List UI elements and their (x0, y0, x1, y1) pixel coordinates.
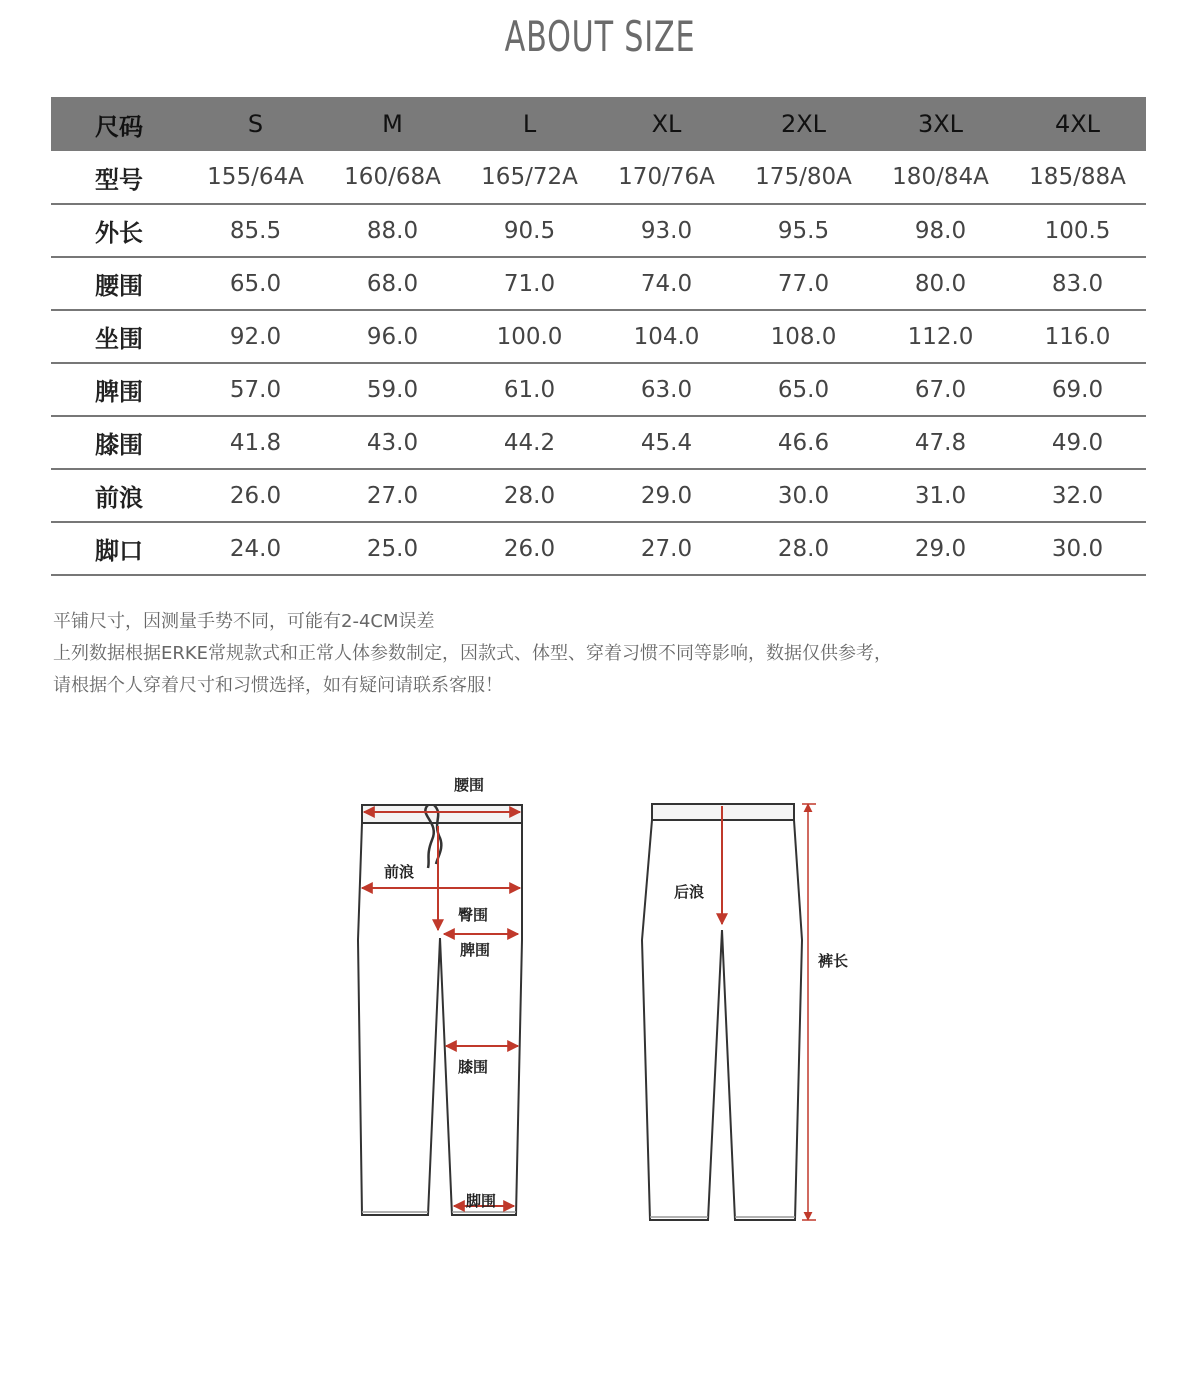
table-cell: 98.0 (914, 217, 967, 244)
table-row (51, 469, 1146, 522)
table-cell: 41.8 (229, 429, 282, 456)
table-cell: 112.0 (907, 323, 974, 350)
row-label: 膝围 (95, 431, 143, 459)
table-cell: 31.0 (914, 482, 967, 509)
table-cell: 27.0 (366, 482, 419, 509)
table-cell: 104.0 (633, 323, 700, 350)
table-cell: 165/72A (481, 164, 578, 190)
table-cell: 59.0 (366, 376, 419, 403)
table-cell: 160/68A (344, 164, 441, 190)
table-cell: 67.0 (914, 376, 967, 403)
hem-label: 脚围 (466, 1192, 497, 1210)
hip-label: 臀围 (458, 906, 489, 924)
note-line: 平铺尺寸，因测量手势不同，可能有2-4CM误差 (53, 611, 435, 632)
table-cell: 71.0 (503, 270, 556, 297)
table-row (51, 363, 1146, 416)
table-cell: 26.0 (229, 482, 282, 509)
table-row (51, 151, 1146, 204)
table-cell: 68.0 (366, 270, 419, 297)
table-cell: 96.0 (366, 323, 419, 350)
table-cell: 25.0 (366, 535, 419, 562)
row-label: 型号 (95, 165, 143, 194)
table-cell: 85.5 (229, 217, 282, 244)
table-cell: 74.0 (640, 270, 693, 297)
table-header-cell: S (247, 110, 264, 138)
table-cell: 108.0 (770, 323, 837, 350)
table-cell: 88.0 (366, 217, 419, 244)
table-cell: 65.0 (229, 270, 282, 297)
table-cell: 185/88A (1029, 164, 1126, 190)
table-cell: 28.0 (503, 482, 556, 509)
table-header-cell: 尺码 (95, 112, 143, 141)
row-label: 腰围 (95, 272, 143, 300)
table-cell: 175/80A (755, 164, 852, 190)
row-label: 脾围 (95, 378, 143, 406)
table-row (51, 416, 1146, 469)
table-cell: 95.5 (777, 217, 830, 244)
thigh-label: 脾围 (460, 941, 491, 959)
table-cell: 44.2 (503, 429, 556, 456)
table-cell: 45.4 (640, 429, 693, 456)
table-cell: 30.0 (1051, 535, 1104, 562)
waist-label: 腰围 (454, 776, 485, 794)
table-cell: 30.0 (777, 482, 830, 509)
table-cell: 29.0 (914, 535, 967, 562)
table-row (51, 257, 1146, 310)
table-cell: 83.0 (1051, 270, 1104, 297)
table-cell: 32.0 (1051, 482, 1104, 509)
back-measure-lines (722, 804, 816, 1220)
table-cell: 43.0 (366, 429, 419, 456)
table-cell: 93.0 (640, 217, 693, 244)
table-header-row (51, 97, 1146, 151)
table-header-cell: L (522, 110, 537, 138)
table-cell: 46.6 (777, 429, 830, 456)
table-cell: 170/76A (618, 164, 715, 190)
note-line: 请根据个人穿着尺寸和习惯选择，如有疑问请联系客服！ (53, 675, 503, 696)
size-notes (53, 606, 892, 702)
table-header-cell: 3XL (917, 110, 964, 138)
table-cell: 65.0 (777, 376, 830, 403)
front-rise-label: 前浪 (384, 863, 415, 881)
table-cell: 57.0 (229, 376, 282, 403)
table-cell: 100.0 (496, 323, 563, 350)
table-cell: 29.0 (640, 482, 693, 509)
table-cell: 61.0 (503, 376, 556, 403)
table-cell: 27.0 (640, 535, 693, 562)
table-cell: 80.0 (914, 270, 967, 297)
length-label: 裤长 (818, 952, 849, 970)
table-cell: 155/64A (207, 164, 304, 190)
table-cell: 69.0 (1051, 376, 1104, 403)
table-cell: 77.0 (777, 270, 830, 297)
table-cell: 49.0 (1051, 429, 1104, 456)
row-label: 坐围 (95, 325, 143, 353)
pants-measurement-diagram (340, 760, 880, 1240)
back-rise-label: 后浪 (674, 883, 705, 901)
table-header-cell: 2XL (780, 110, 827, 138)
row-label: 脚口 (95, 537, 143, 565)
row-label: 外长 (95, 219, 143, 247)
knee-label: 膝围 (458, 1058, 489, 1076)
note-line: 上列数据根据ERKE常规款式和正常人体参数制定，因款式、体型、穿着习惯不同等影响，数据仅供参考， (53, 643, 893, 664)
front-pants-drawing (358, 805, 522, 1215)
table-cell: 116.0 (1044, 323, 1111, 350)
table-cell: 47.8 (914, 429, 967, 456)
table-cell: 180/84A (892, 164, 989, 190)
table-cell: 28.0 (777, 535, 830, 562)
table-cell: 90.5 (503, 217, 556, 244)
table-cell: 26.0 (503, 535, 556, 562)
table-header-cell: XL (651, 110, 682, 138)
table-cell: 63.0 (640, 376, 693, 403)
page-title: ABOUT SIZE (504, 12, 696, 61)
table-row (51, 310, 1146, 363)
table-header-cell: 4XL (1054, 110, 1101, 138)
table-row (51, 522, 1146, 575)
size-table (51, 97, 1146, 576)
table-cell: 24.0 (229, 535, 282, 562)
row-label: 前浪 (95, 484, 143, 512)
table-header-cell: M (382, 110, 403, 138)
table-row (51, 204, 1146, 257)
table-cell: 92.0 (229, 323, 282, 350)
table-cell: 100.5 (1044, 217, 1111, 244)
